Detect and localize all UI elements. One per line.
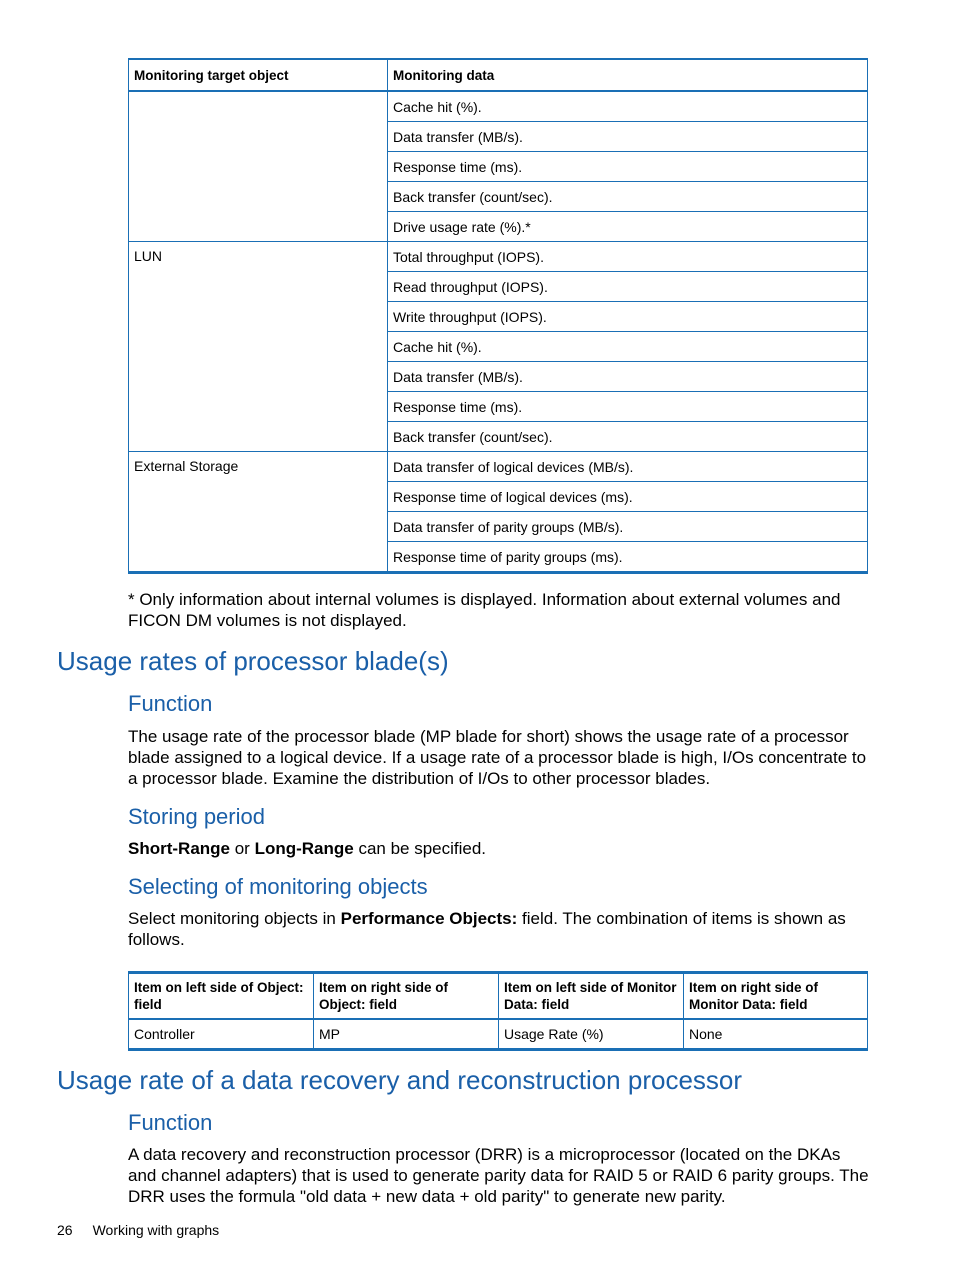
table-footnote: * Only information about internal volumes is displayed. Information about external volumes and FICON DM volumes is not displayed. (128, 590, 841, 630)
object-cell: LUN (129, 242, 388, 452)
subheading-function: Function (128, 691, 213, 716)
table-row (129, 242, 868, 272)
table-row (129, 91, 868, 122)
data-cell: Back transfer (count/sec). (388, 422, 868, 452)
selecting-paragraph (128, 908, 870, 950)
data-cell: Data transfer of parity groups (MB/s). (388, 512, 868, 542)
object-cell: External Storage (129, 452, 388, 573)
storing-end-text: can be specified. (353, 839, 487, 858)
drr-function-paragraph: A data recovery and reconstruction processor (DRR) is a microprocessor (located on the DKAs and channel adapters) that is used to generate parity data for RAID 5 or RAID 6 parity groups. The DRR uses the formula "old data + new data + old parity" to generate new parity. (128, 1145, 869, 1206)
selecting-pre-text: Select monitoring objects in (128, 909, 341, 928)
storing-period-paragraph (128, 838, 870, 859)
table-header-cell: Item on left side of Monitor Data: field (499, 973, 684, 1020)
data-cell: Response time (ms). (388, 392, 868, 422)
subheading-storing-period: Storing period (128, 804, 265, 829)
section-title-drr: Usage rate of a data recovery and reconstruction processor (57, 1065, 743, 1095)
table-header-cell: Monitoring target object (129, 59, 388, 91)
table-header-row (129, 973, 868, 1020)
table-cell: None (684, 1019, 868, 1050)
table-header-cell: Item on right side of Monitor Data: field (684, 973, 868, 1020)
table-cell: Usage Rate (%) (499, 1019, 684, 1050)
function-paragraph: The usage rate of the processor blade (MP blade for short) shows the usage rate of a processor blade assigned to a logical device. If a usage rate of a processor blade is high, I/Os concentrate to a processor blade. Examine the distribution of I/Os to other processor blades. (128, 727, 867, 788)
short-range-term: Short-Range (128, 839, 230, 858)
data-cell: Read throughput (IOPS). (388, 272, 868, 302)
data-cell: Response time (ms). (388, 152, 868, 182)
table-header-cell: Monitoring data (388, 59, 868, 91)
table-cell: Controller (129, 1019, 314, 1050)
storing-mid-text: or (230, 839, 255, 858)
long-range-term: Long-Range (254, 839, 354, 858)
page-number: 26 (57, 1222, 73, 1238)
monitoring-data-table (128, 58, 868, 574)
table-header-cell: Item on right side of Object: field (314, 973, 499, 1020)
data-cell: Data transfer of logical devices (MB/s). (388, 452, 868, 482)
object-cell (129, 91, 388, 242)
subheading-selecting-objects: Selecting of monitoring objects (128, 874, 428, 899)
table-header-cell: Item on left side of Object: field (129, 973, 314, 1020)
data-cell: Total throughput (IOPS). (388, 242, 868, 272)
object-combination-table (128, 971, 868, 1051)
data-cell: Data transfer (MB/s). (388, 362, 868, 392)
data-cell: Back transfer (count/sec). (388, 182, 868, 212)
table-row (129, 452, 868, 482)
table-cell: MP (314, 1019, 499, 1050)
footer-label: Working with graphs (92, 1222, 220, 1238)
data-cell: Cache hit (%). (388, 332, 868, 362)
subheading-function-drr: Function (128, 1110, 213, 1135)
page-footer (57, 1222, 239, 1238)
data-cell: Drive usage rate (%).* (388, 212, 868, 242)
data-cell: Response time of parity groups (ms). (388, 542, 868, 573)
selecting-post-text: field. The combination of items is shown as follows. (128, 909, 846, 949)
table-header-row (129, 59, 868, 91)
data-cell: Cache hit (%). (388, 91, 868, 122)
section-title-processor-blade: Usage rates of processor blade(s) (57, 646, 449, 676)
data-cell: Write throughput (IOPS). (388, 302, 868, 332)
data-cell: Data transfer (MB/s). (388, 122, 868, 152)
table-row (129, 1019, 868, 1050)
performance-objects-term: Performance Objects: (340, 909, 518, 928)
data-cell: Response time of logical devices (ms). (388, 482, 868, 512)
